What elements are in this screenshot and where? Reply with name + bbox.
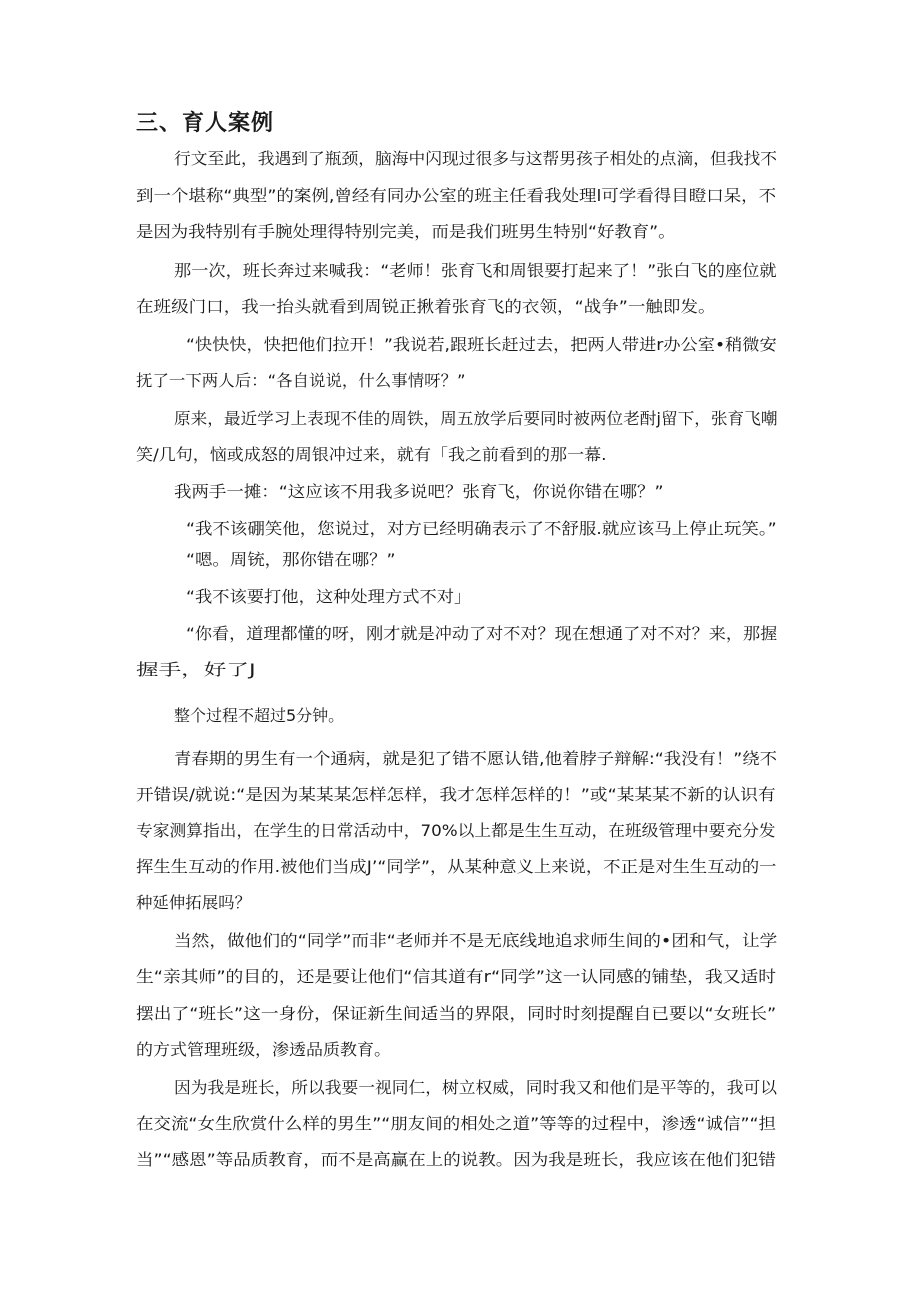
text-line: 整个过程不超过5分钟。: [174, 706, 345, 725]
text-line: 当然，做他们的“同学”而非“老师并不是无底线地追求师生间的•团和气，让学: [174, 931, 778, 950]
text-line: 因为我是班长，所以我要一视同仁，树立权威，同时我又和他们是平等的，我可以: [174, 1078, 778, 1097]
text-line: “我不该硼笑他，您说过，对方已经明确表示了不舒服.就应该马上停止玩笑。”: [186, 519, 777, 538]
text-line: 是因为我特别有手腕处理得特别完美，而是我们班男生特别“好教育”。: [136, 222, 676, 241]
text-line: 原来，最近学习上表现不佳的周铁，周五放学后要同时被两位老酎j留下，张育飞嘲: [174, 409, 778, 428]
text-line: 开错误/就说:“是因为某某某怎样怎样，我才怎样怎样的！”或“某某某不新的认识有: [136, 785, 776, 804]
text-line: 行文至此，我遇到了瓶颈，脑海中闪现过很多与这帮男孩子相处的点滴，但我找不: [174, 149, 778, 168]
text-line: 种延伸拓展吗？: [136, 893, 252, 912]
text-line: “你看，道理都懂的呀，刚才就是冲动了对不对？现在想通了对不对？来，那握: [186, 624, 778, 643]
text-line: 到一个堪称“典型”的案例,曾经有同办公室的班主任看我处理l可学看得目瞪口呆，不: [136, 186, 777, 205]
text-line: “快快快，快把他们拉开！”我说若,跟班长赶过去，把两人带进r办公室•稍微安: [186, 335, 777, 354]
text-line: 当”“感恩”等品质教育，而不是高赢在上的说教。因为我是班长，我应该在他们犯错: [136, 1150, 776, 1169]
text-line: 我两手一摊：“这应该不用我多说吧？张育飞，你说你错在哪？”: [174, 482, 664, 501]
text-line: 握手，好了J: [136, 660, 256, 679]
section-heading: 三、育人案例: [136, 111, 275, 136]
text-line: 青春期的男生有一个通病，就是犯了错不愿认错,他着脖子辩解:“我没有！”绕不: [174, 749, 778, 768]
text-line: 生“亲其师”的目的，还是要让他们“信其道有r“同学”这一认同感的铺垫，我又适时: [136, 967, 777, 986]
text-line: “我不该要打他，这种处理方式不对」: [186, 587, 472, 606]
text-line: 在班级门口，我一抬头就看到周锐正揪着张育飞的衣领，“战争”一触即发。: [136, 297, 716, 316]
text-line: 那一次，班长奔过来喊我：“老师！张育飞和周银要打起来了！”张白飞的座位就: [174, 261, 777, 280]
text-line: 抚了一下两人后：“各自说说，什么事情呀？”: [136, 371, 466, 390]
text-line: “嗯。周铳，那你错在哪？”: [186, 550, 396, 569]
text-line: 笑/几句，恼或成怒的周银冲过来，就有「我之前看到的那一幕.: [136, 445, 607, 464]
text-line: 专家测算指出，在学生的日常活动中，70%以上都是生生互动，在班级管理中要充分发: [136, 821, 776, 840]
text-line: 的方式管理班级，渗透品质教育。: [136, 1040, 392, 1059]
text-line: 在交流“女生欣赏什么样的男生”“朋友间的相处之道”等等的过程中，渗透“诚信”“担: [136, 1114, 777, 1133]
text-line: 摆出了“班长”这一身份，保证新生间适当的界限，同时时刻提醒自已要以“女班长”: [136, 1004, 777, 1023]
text-line: 挥生生互动的作用.被他们当成J’“同学”，从某种意义上来说，不正是对生生互动的一: [136, 857, 777, 876]
